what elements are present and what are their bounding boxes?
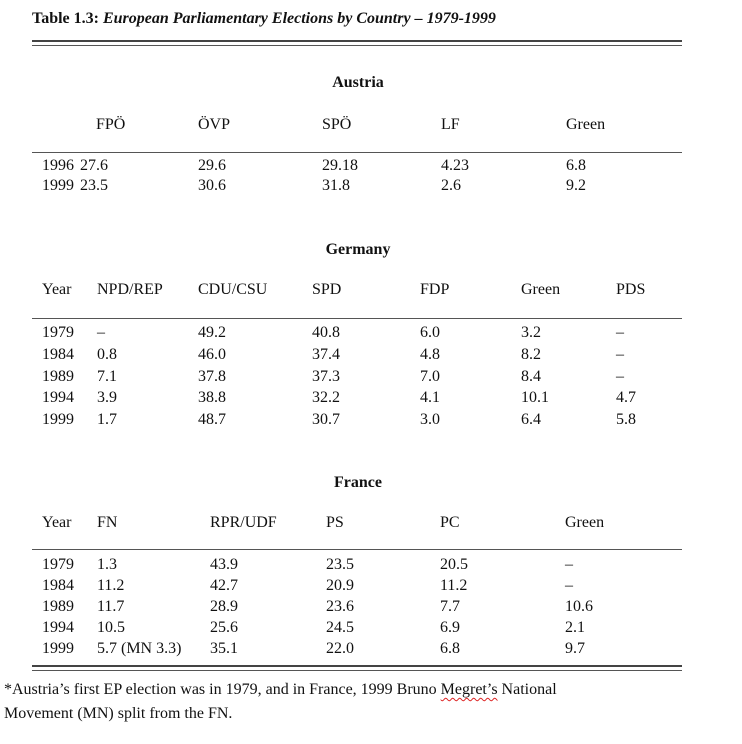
- table-cell: 23.5: [326, 556, 354, 573]
- column-header: Green: [565, 514, 605, 531]
- table-cell: 37.4: [312, 345, 340, 363]
- table-cell: 20.5: [440, 556, 468, 573]
- column-header: FPÖ: [96, 116, 126, 133]
- column-header: PDS: [616, 281, 646, 298]
- table-cell: 2.1: [565, 619, 585, 636]
- table-cell: 0.8: [97, 345, 117, 363]
- table-cell: 31.8: [322, 177, 350, 194]
- year-cell: 1999: [42, 640, 74, 657]
- table-cell: 32.2: [312, 389, 340, 407]
- table-cell: 8.2: [521, 345, 541, 363]
- year-cell: 1979: [42, 324, 74, 341]
- table-cell: 4.23: [441, 157, 469, 174]
- column-header: Year: [42, 281, 72, 298]
- table-cell: 11.7: [97, 598, 125, 615]
- table-cell: 27.6: [80, 157, 108, 174]
- table-cell: 7.0: [420, 367, 440, 385]
- header-rule: [32, 318, 682, 319]
- table-cell: 11.2: [440, 577, 468, 594]
- header-rule: [32, 549, 682, 550]
- table-cell: 10.1: [521, 389, 549, 407]
- column-header: LF: [441, 116, 460, 133]
- year-cell: 1994: [42, 619, 74, 636]
- table-caption: European Parliamentary Elections by Country – 1979-1999: [102, 10, 496, 27]
- table-cell: 1.3: [97, 556, 117, 573]
- top-rule-2: [32, 45, 682, 46]
- table-cell: 6.8: [440, 640, 460, 657]
- table-cell: 46.0: [198, 345, 226, 363]
- column-header: FDP: [420, 281, 450, 298]
- table-cell: 4.7: [616, 389, 636, 407]
- table-cell: 23.6: [326, 598, 354, 615]
- table-cell: 11.2: [97, 577, 125, 594]
- section-heading-france: France: [334, 474, 382, 491]
- table-cell: –: [616, 345, 624, 363]
- table-cell: 3.9: [97, 389, 117, 407]
- column-header: Green: [566, 116, 606, 133]
- table-cell: 5.7 (MN 3.3): [97, 640, 182, 657]
- table-cell: 29.6: [198, 157, 226, 174]
- table-cell: 1.7: [97, 411, 117, 429]
- table-cell: 38.8: [198, 389, 226, 407]
- footnote-text: *Austria’s first EP election was in 1979, and in France, 1999 Bruno: [4, 681, 441, 698]
- table-cell: 22.0: [326, 640, 354, 657]
- column-header: NPD/REP: [97, 281, 163, 298]
- year-cell: 1979: [42, 556, 74, 573]
- footnote-line-2: Movement (MN) split from the FN.: [4, 705, 233, 722]
- table-cell: 4.8: [420, 345, 440, 363]
- section-heading-germany: Germany: [325, 241, 391, 258]
- year-cell: 1999: [42, 177, 74, 194]
- column-header: Year: [42, 514, 72, 531]
- table-cell: –: [565, 577, 573, 594]
- table-cell: –: [616, 367, 624, 385]
- column-header: SPÖ: [322, 116, 352, 133]
- footnote-line-1: [4, 680, 557, 700]
- column-header: RPR/UDF: [210, 514, 277, 531]
- table-cell: 2.6: [441, 177, 461, 194]
- table-cell: 6.0: [420, 324, 440, 341]
- column-header: PS: [326, 514, 344, 531]
- footnote-text: National: [497, 681, 557, 698]
- spellcheck-word: Megret’s: [440, 681, 498, 698]
- bottom-rule-2: [32, 670, 682, 671]
- year-cell: 1999: [42, 411, 74, 429]
- table-cell: 23.5: [80, 177, 108, 194]
- table-cell: 4.1: [420, 389, 440, 407]
- table-cell: 28.9: [210, 598, 238, 615]
- table-cell: 3.2: [521, 324, 541, 341]
- table-cell: 7.1: [97, 367, 117, 385]
- bottom-rule: [32, 665, 682, 667]
- year-cell: 1996: [42, 157, 74, 174]
- table-cell: 6.9: [440, 619, 460, 636]
- year-cell: 1989: [42, 367, 74, 385]
- table-cell: 30.6: [198, 177, 226, 194]
- table-cell: 9.2: [566, 177, 586, 194]
- table-cell: 49.2: [198, 324, 226, 341]
- column-header: ÖVP: [198, 116, 231, 133]
- table-cell: 10.5: [97, 619, 125, 636]
- table-cell: 35.1: [210, 640, 238, 657]
- table-cell: 37.8: [198, 367, 226, 385]
- table-cell: 48.7: [198, 411, 226, 429]
- header-rule: [32, 152, 682, 153]
- column-header: Green: [521, 281, 561, 298]
- table-cell: –: [616, 324, 624, 341]
- table-cell: 9.7: [565, 640, 585, 657]
- table-cell: 3.0: [420, 411, 440, 429]
- table-title: [32, 9, 496, 29]
- table-cell: 43.9: [210, 556, 238, 573]
- table-cell: 7.7: [440, 598, 460, 615]
- table-cell: –: [565, 556, 573, 573]
- column-header: CDU/CSU: [198, 281, 268, 298]
- table-cell: 37.3: [312, 367, 340, 385]
- table-cell: 6.8: [566, 157, 586, 174]
- column-header: FN: [97, 514, 118, 531]
- table-cell: –: [97, 324, 105, 341]
- year-cell: 1989: [42, 598, 74, 615]
- table-cell: 24.5: [326, 619, 354, 636]
- year-cell: 1984: [42, 577, 74, 594]
- table-cell: 10.6: [565, 598, 593, 615]
- table-cell: 30.7: [312, 411, 340, 429]
- column-header: PC: [440, 514, 460, 531]
- year-cell: 1984: [42, 345, 74, 363]
- column-header: SPD: [312, 281, 342, 298]
- table-number: Table 1.3:: [32, 10, 99, 27]
- table-cell: 8.4: [521, 367, 541, 385]
- table-cell: 40.8: [312, 324, 340, 341]
- table-cell: 20.9: [326, 577, 354, 594]
- table-cell: 42.7: [210, 577, 238, 594]
- top-rule: [32, 40, 682, 42]
- table-cell: 6.4: [521, 411, 541, 429]
- year-cell: 1994: [42, 389, 74, 407]
- table-cell: 29.18: [322, 157, 358, 174]
- table-cell: 25.6: [210, 619, 238, 636]
- table-cell: 5.8: [616, 411, 636, 429]
- section-heading-austria: Austria: [332, 74, 384, 91]
